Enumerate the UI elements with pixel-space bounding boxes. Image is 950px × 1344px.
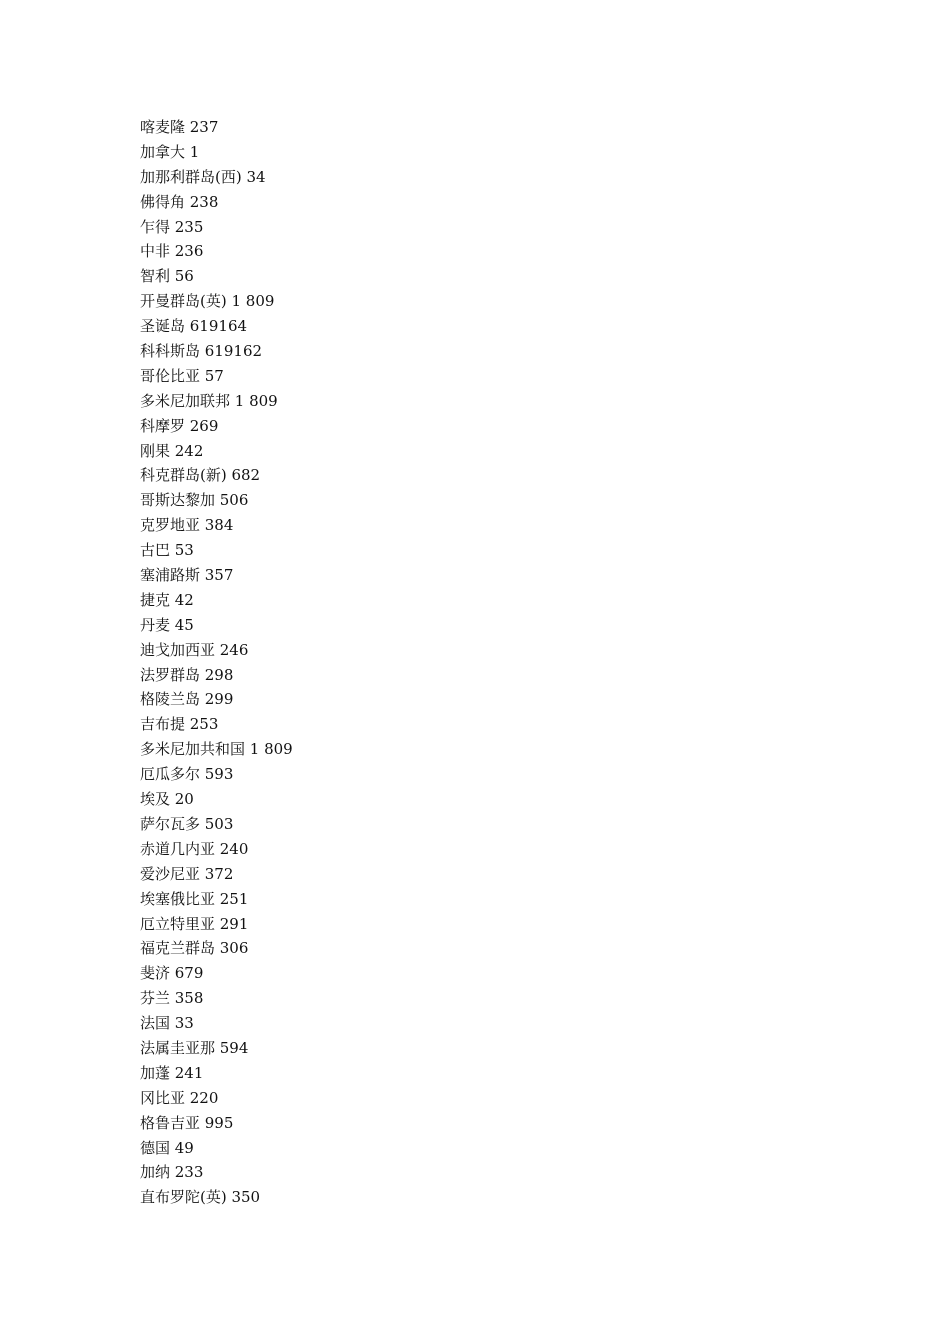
list-item: 加那利群岛(西) 34 [140,167,266,186]
list-item: 古巴 53 [140,541,194,560]
list-item: 乍得 235 [140,217,204,236]
list-item: 多米尼加共和国 1 809 [140,740,293,759]
list-item: 加蓬 241 [140,1063,204,1082]
list-item: 中非 236 [140,242,204,261]
country-code-list [140,115,293,1210]
list-item: 埃及 20 [140,790,194,809]
list-item: 开曼群岛(英) 1 809 [140,292,275,311]
list-item: 冈比亚 220 [140,1088,219,1107]
list-item: 喀麦隆 237 [140,118,219,136]
list-item: 芬兰 358 [140,989,204,1008]
list-item: 爱沙尼亚 372 [140,864,234,883]
list-item: 哥伦比亚 57 [140,366,224,385]
list-item: 科科斯岛 619162 [140,342,263,361]
list-item: 直布罗陀(英) 350 [140,1188,261,1207]
list-item: 吉布提 253 [140,715,219,734]
list-item: 哥斯达黎加 506 [140,491,249,510]
list-item: 智利 56 [140,267,194,286]
list-item: 科摩罗 269 [140,416,219,435]
list-item: 克罗地亚 384 [140,516,234,535]
list-item: 法属圭亚那 594 [140,1038,249,1057]
list-item: 捷克 42 [140,590,194,609]
list-item: 科克群岛(新) 682 [140,466,261,485]
list-item: 刚果 242 [140,441,204,460]
list-item: 福克兰群岛 306 [140,939,249,958]
list-item: 加拿大 1 [140,142,200,161]
list-item: 加纳 233 [140,1163,204,1182]
list-item: 法国 33 [140,1014,194,1033]
list-item: 厄立特里亚 291 [140,914,249,933]
list-item: 萨尔瓦多 503 [140,814,234,833]
list-item: 多米尼加联邦 1 809 [140,391,278,410]
list-item: 埃塞俄比亚 251 [140,889,249,908]
list-item: 斐济 679 [140,964,204,983]
list-item: 佛得角 238 [140,192,219,211]
list-item: 厄瓜多尔 593 [140,765,234,784]
list-item: 迪戈加西亚 246 [140,640,249,659]
list-item: 法罗群岛 298 [140,665,234,684]
list-item: 塞浦路斯 357 [140,566,234,585]
list-item: 丹麦 45 [140,615,194,634]
list-item: 圣诞岛 619164 [140,317,248,336]
list-item: 格鲁吉亚 995 [140,1113,234,1132]
list-item: 格陵兰岛 299 [140,690,234,709]
list-item: 德国 49 [140,1138,194,1157]
list-item: 赤道几内亚 240 [140,839,249,858]
